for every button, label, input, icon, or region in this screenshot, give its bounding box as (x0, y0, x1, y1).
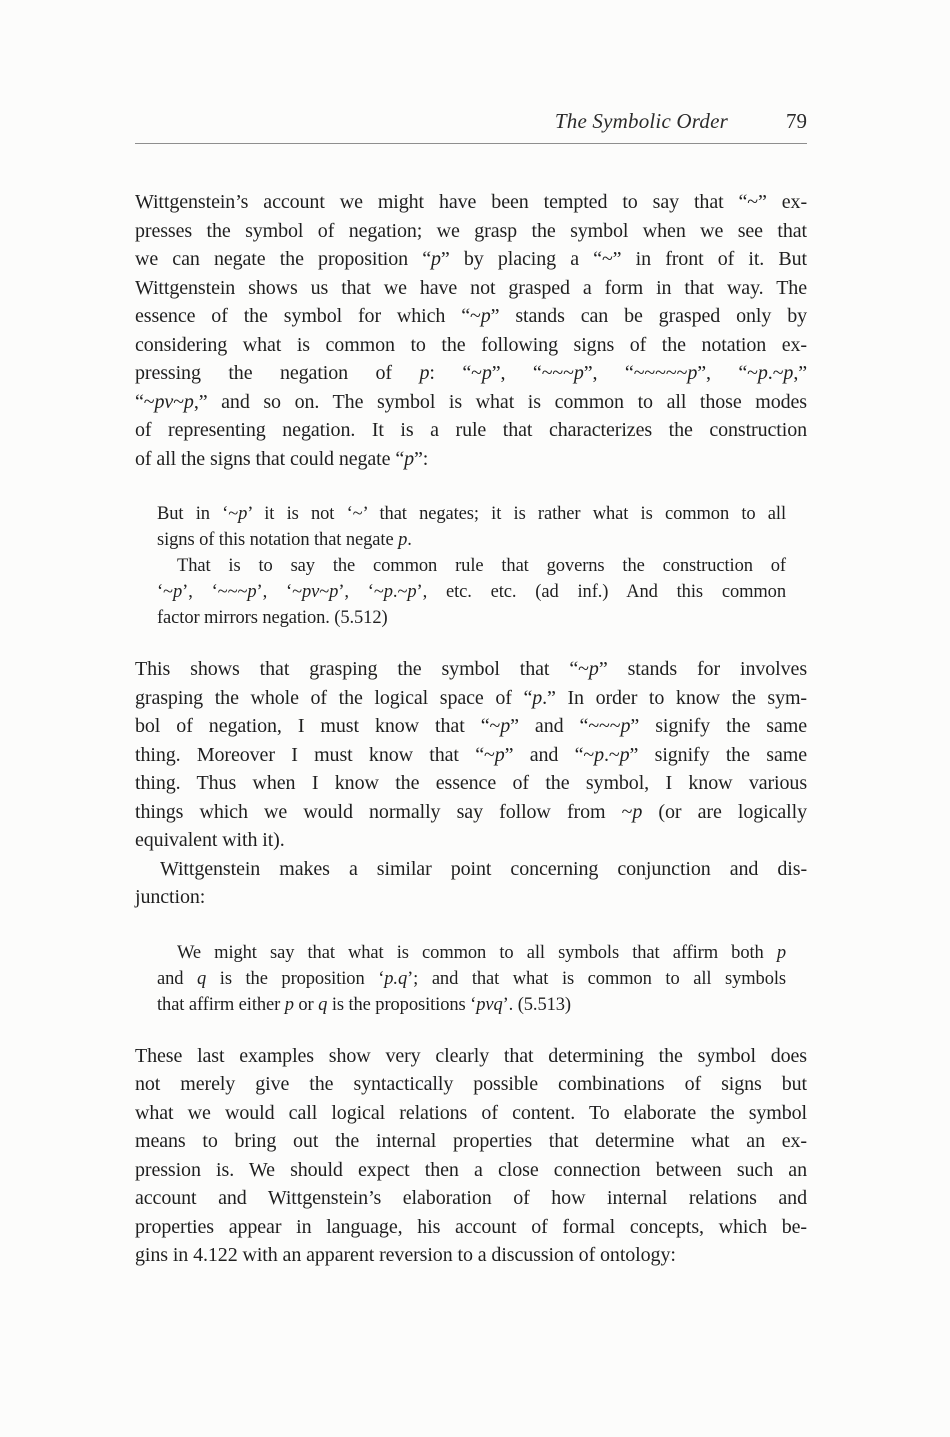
paragraph (135, 855, 807, 912)
text-line: what we would call logical relations of content. To elaborate the symbol (135, 1101, 807, 1124)
text-line: grasping the whole of the logical space of “p.” In order to know the sym- (135, 686, 807, 709)
text-line: Wittgenstein’s account we might have been tempted to say that “~” ex- (135, 191, 807, 213)
text-line: Wittgenstein makes a similar point concerning conjunction and dis- (160, 857, 807, 880)
block-quote (157, 501, 786, 631)
text-line: of all the signs that could negate “p”: (135, 447, 429, 470)
text-line: This shows that grasping the symbol that “~p” stands for involves (135, 658, 808, 680)
block-quote (157, 940, 786, 1018)
text-line: things which we would normally say follow from ~p (or are logically (135, 800, 807, 823)
text-line: thing. Thus when I know the essence of the symbol, I know various (135, 772, 807, 794)
text-line: But in ‘~p’ it is not ‘~’ that negates; it is rather what is common to all (157, 504, 787, 524)
text-line: pression is. We should expect then a close connection between such an (135, 1158, 807, 1181)
text-line: pressing the negation of p: “~p”, “~~~p”, “~~~~~p”, “~p.~p,” (135, 362, 808, 384)
text-line: factor mirrors negation. (5.512) (157, 608, 388, 628)
text-line: gins in 4.122 with an apparent reversion to a discussion of ontology: (135, 1244, 676, 1266)
paragraph (135, 1042, 807, 1270)
text-line: thing. Moreover I must know that “~p” and “~p.~p” signify the same (135, 743, 807, 766)
text-line: Wittgenstein shows us that we have not grasped a form in that way. The (135, 276, 807, 299)
header-rule (135, 143, 807, 144)
text-line: considering what is common to the following signs of the notation ex- (135, 333, 807, 356)
text-line: we can negate the proposition “p” by placing a “~” in front of it. But (135, 248, 807, 270)
page-number: 79 (786, 109, 807, 133)
text-line: properties appear in language, his account of formal concepts, which be- (135, 1215, 807, 1238)
paragraph (135, 655, 807, 855)
text-line: We might say that what is common to all symbols that affirm both p (177, 942, 786, 963)
text-line: These last examples show very clearly that determining the symbol does (135, 1044, 807, 1067)
text-line: that affirm either p or q is the propositions ‘pvq’. (5.513) (157, 994, 571, 1015)
text-line: account and Wittgenstein’s elaboration of how internal relations and (135, 1187, 807, 1209)
text-line: “~pv~p,” and so on. The symbol is what is common to all those modes (135, 390, 807, 413)
text-line: junction: (135, 886, 206, 908)
text-column (135, 108, 807, 1270)
text-line: bol of negation, I must know that “~p” and “~~~p” signify the same (135, 715, 808, 737)
paragraph (135, 188, 807, 473)
text-line: ‘~p’, ‘~~~p’, ‘~pv~p’, ‘~p.~p’, etc. etc. (ad inf.) And this common (157, 582, 786, 602)
text-line: essence of the symbol for which “~p” stands can be grasped only by (135, 305, 807, 327)
text-line: equivalent with it). (135, 829, 285, 851)
text-flow (135, 188, 807, 1270)
text-line: That is to say the common rule that governs the construction of (177, 556, 786, 576)
text-line: signs of this notation that negate p. (157, 530, 412, 550)
running-header (135, 108, 807, 134)
text-line: not merely give the syntactically possible combinations of signs but (135, 1073, 807, 1095)
text-line: means to bring out the internal properties that determine what an ex- (135, 1130, 807, 1152)
running-title: The Symbolic Order (554, 109, 728, 133)
text-line: presses the symbol of negation; we grasp the symbol when we see that (135, 219, 807, 242)
text-line: and q is the proposition ‘p.q’; and that what is common to all symbols (157, 968, 786, 989)
text-line: of representing negation. It is a rule that characterizes the construction (135, 419, 807, 441)
